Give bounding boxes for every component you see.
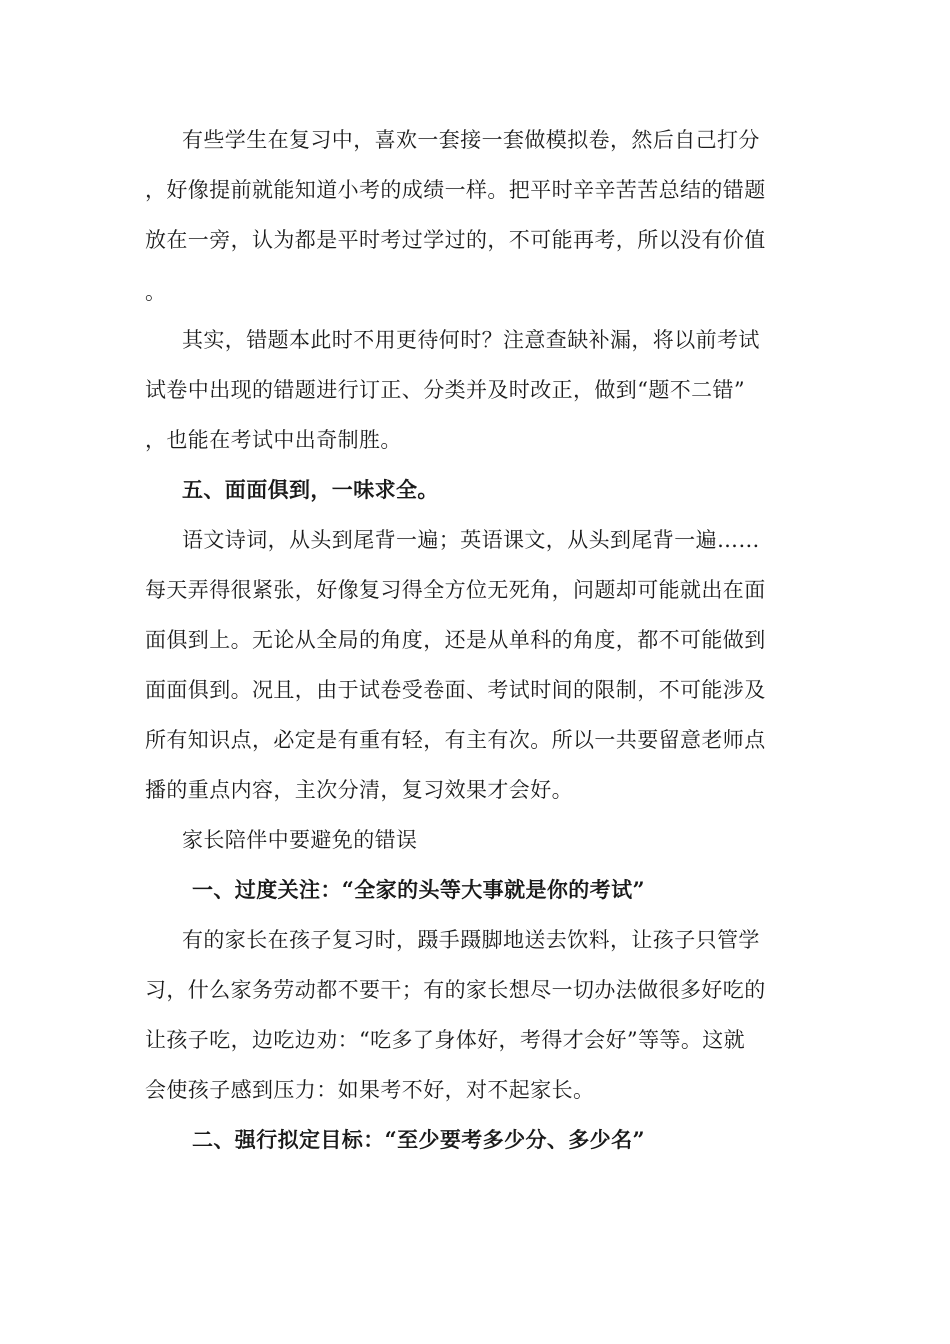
paragraph-3-line-3: 面俱到上。无论从全局的角度，还是从单科的角度，都不可能做到 [145,628,766,652]
paragraph-3-line-2: 每天弄得很紧张，好像复习得全方位无死角，问题却可能就出在面 [145,578,766,602]
section-heading-1: 一、过度关注：“全家的头等大事就是你的考试” [192,877,645,902]
paragraph-3-line-1: 语文诗词，从头到尾背一遍；英语课文，从头到尾背一遍…… [182,528,760,552]
paragraph-3-line-4: 面面俱到。况且，由于试卷受卷面、考试时间的限制，不可能涉及 [145,678,766,702]
paragraph-4-line-2: 习，什么家务劳动都不要干；有的家长想尽一切办法做很多好吃的 [145,978,766,1002]
paragraph-2-line-3: ，也能在考试中出奇制胜。 [145,428,402,452]
paragraph-4-line-3: 让孩子吃，边吃边劝：“吃多了身体好，考得才会好”等等。这就 [145,1028,746,1052]
paragraph-1-line-1: 有些学生在复习中，喜欢一套接一套做模拟卷，然后自己打分 [182,128,760,152]
section-title-parent-mistakes: 家长陪伴中要避免的错误 [182,828,418,852]
section-heading-2: 二、强行拟定目标：“至少要考多少分、多少名” [192,1127,645,1152]
paragraph-1-line-3: 放在一旁，认为都是平时考过学过的，不可能再考，所以没有价值 [145,228,766,252]
paragraph-2-line-2: 试卷中出现的错题进行订正、分类并及时改正，做到“题不二错” [145,378,746,402]
section-heading-5: 五、面面俱到，一味求全。 [182,477,439,502]
paragraph-2-line-1: 其实，错题本此时不用更待何时？注意查缺补漏，将以前考试 [182,328,760,352]
paragraph-3-line-6: 播的重点内容，主次分清，复习效果才会好。 [145,778,573,802]
paragraph-3-line-5: 所有知识点，必定是有重有轻，有主有次。所以一共要留意老师点 [145,728,766,752]
paragraph-1-line-2: ，好像提前就能知道小考的成绩一样。把平时辛辛苦苦总结的错题 [145,178,766,202]
paragraph-4-line-1: 有的家长在孩子复习时，蹑手蹑脚地送去饮料，让孩子只管学 [182,928,760,952]
paragraph-1-line-4: 。 [145,280,167,304]
paragraph-4-line-4: 会使孩子感到压力：如果考不好，对不起家长。 [145,1078,595,1102]
